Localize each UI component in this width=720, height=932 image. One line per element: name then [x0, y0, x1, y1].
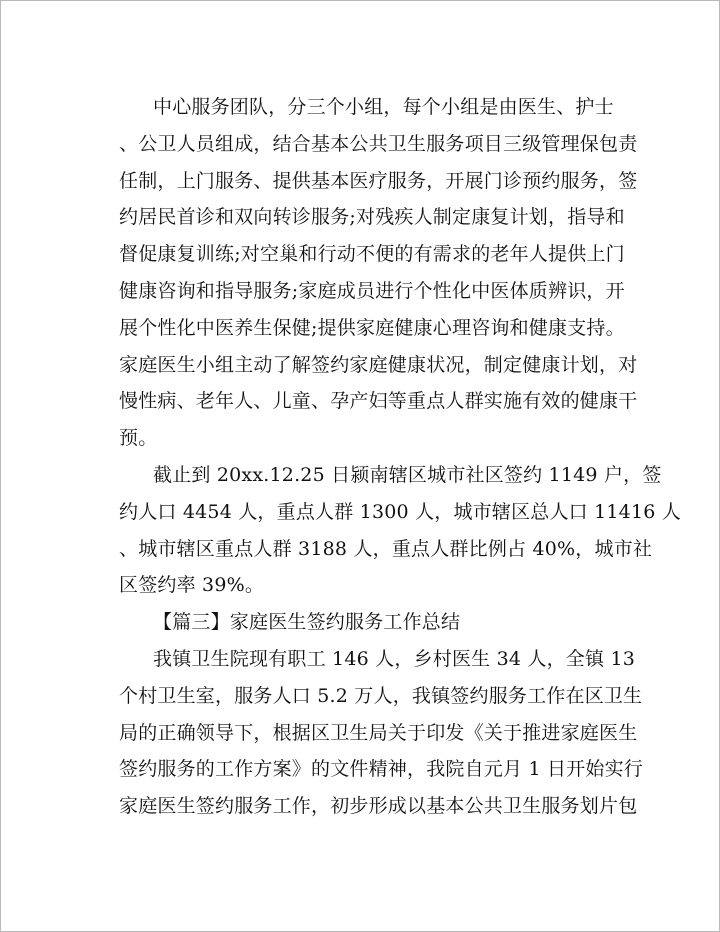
text-line: 约居民首诊和双向转诊服务;对残疾人制定康复计划，指导和 [119, 206, 625, 229]
text-line: 我镇卫生院现有职工 146 人，乡村医生 34 人，全镇 13 [153, 647, 636, 670]
text-line: 、城市辖区重点人群 3188 人，重点人群比例占 40%，城市社 [119, 537, 653, 560]
text-line: 任制，上门服务、提供基本医疗服务，开展门诊预约服务，签 [119, 169, 638, 192]
text-line: 健康咨询和指导服务;家庭成员进行个性化中医体质辨识，开 [119, 279, 625, 302]
text-line: 家庭医生小组主动了解签约家庭健康状况，制定健康计划，对 [119, 353, 638, 376]
text-line: 区签约率 39%。 [119, 574, 265, 597]
paragraph-service-team [119, 89, 638, 457]
text-line: 中心服务团队，分三个小组，每个小组是由医生、护士 [153, 96, 614, 118]
paragraph-signing-statistics [119, 457, 681, 604]
text-line: 约人口 4454 人，重点人群 1300 人，城市辖区总人口 11416 人 [119, 500, 681, 523]
document-body [119, 89, 681, 825]
text-line: 展个性化中医养生保健;提供家庭健康心理咨询和健康支持。 [119, 316, 625, 339]
text-line: 截止到 20xx.12.25 日颍南辖区城市社区签约 1149 户，签 [153, 463, 662, 486]
text-line: 签约服务的工作方案》的文件精神，我院自元月 1 日开始实行 [119, 758, 643, 781]
text-line: 家庭医生签约服务工作，初步形成以基本公共卫生服务划片包 [119, 795, 638, 818]
section-heading: 【篇三】家庭医生签约服务工作总结 [153, 611, 461, 634]
text-line: 慢性病、老年人、儿童、孕产妇等重点人群实施有效的健康干 [119, 390, 638, 413]
text-line: 预。 [119, 427, 158, 450]
text-line: 督促康复训练;对空巢和行动不便的有需求的老年人提供上门 [119, 243, 625, 266]
text-line: 、公卫人员组成，结合基本公共卫生服务项目三级管理保包责 [119, 132, 638, 155]
text-line: 局的正确领导下，根据区卫生局关于印发《关于推进家庭医生 [119, 721, 638, 744]
paragraph-township-hospital [119, 641, 643, 825]
text-line: 个村卫生室，服务人口 5.2 万人，我镇签约服务工作在区卫生 [119, 684, 643, 707]
